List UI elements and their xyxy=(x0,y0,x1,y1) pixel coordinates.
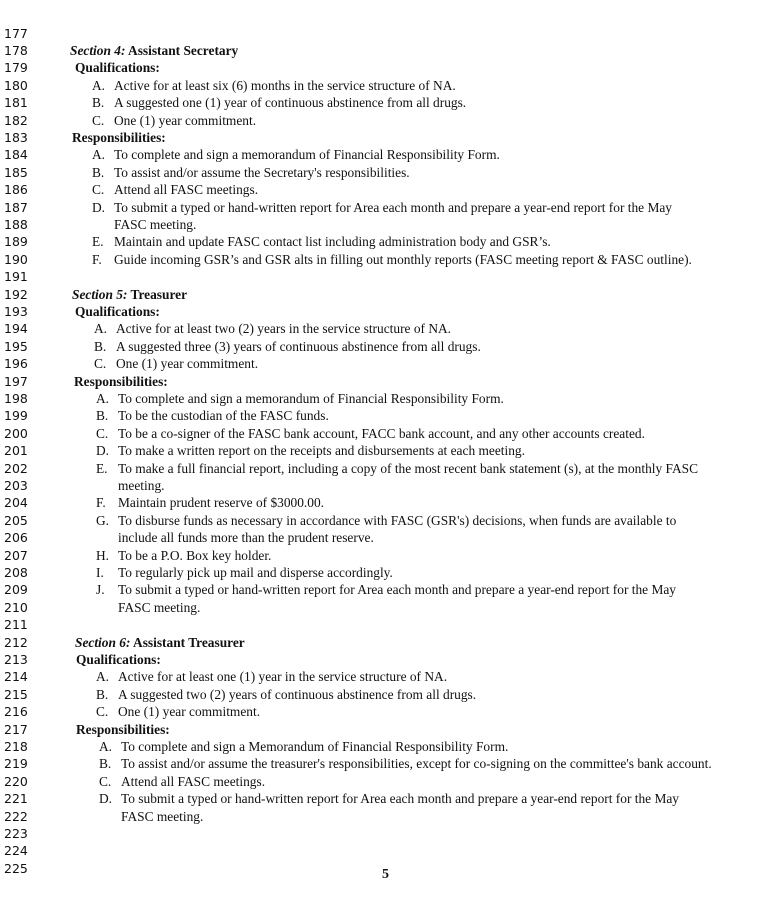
line-number: 221 xyxy=(4,791,28,807)
line-number: 179 xyxy=(4,60,28,76)
list-item xyxy=(99,790,679,808)
line-number: 205 xyxy=(4,512,28,528)
line-number: 224 xyxy=(4,843,28,859)
document-line xyxy=(0,373,760,391)
line-number: 202 xyxy=(4,460,28,476)
document-line xyxy=(0,825,760,843)
list-marker: A. xyxy=(96,390,110,406)
section-heading xyxy=(72,286,187,304)
subsection-heading: Qualifications: xyxy=(75,303,160,319)
list-item xyxy=(94,320,451,338)
list-marker: I. xyxy=(96,564,104,580)
document-line xyxy=(0,477,760,495)
line-number: 215 xyxy=(4,686,28,702)
line-number: 187 xyxy=(4,199,28,215)
list-marker: B. xyxy=(94,338,107,354)
subsection-heading: Qualifications: xyxy=(76,651,161,667)
list-marker: A. xyxy=(92,147,106,163)
document-line xyxy=(0,251,760,269)
list-marker: A. xyxy=(96,669,110,685)
list-item-text: To submit a typed or hand-written report for Area each month and prepare a year-end report for the May xyxy=(121,791,680,807)
list-item xyxy=(94,338,481,356)
page-number: 5 xyxy=(382,867,389,882)
document-line xyxy=(0,721,760,739)
list-item xyxy=(92,199,672,217)
line-number: 191 xyxy=(4,269,28,285)
line-number: 225 xyxy=(4,860,28,876)
document-line xyxy=(0,564,760,582)
line-number: 204 xyxy=(4,495,28,511)
document-line xyxy=(0,390,760,408)
line-number: 181 xyxy=(4,95,28,111)
document-line xyxy=(0,199,760,217)
line-number: 188 xyxy=(4,216,28,232)
section-heading xyxy=(75,634,245,652)
document-line xyxy=(0,703,760,721)
subsection-heading: Responsibilities: xyxy=(72,129,166,145)
line-number: 217 xyxy=(4,721,28,737)
list-item-text: To complete and sign a memorandum of Financial Responsibility Form. xyxy=(118,390,504,406)
list-item xyxy=(96,390,504,408)
list-item-text: A suggested three (3) years of continuous abstinence from all drugs. xyxy=(116,338,481,354)
line-number: 208 xyxy=(4,564,28,580)
list-item-text: Active for at least one (1) year in the service structure of NA. xyxy=(118,669,448,685)
line-number: 186 xyxy=(4,182,28,198)
document-line xyxy=(0,77,760,95)
line-number: 190 xyxy=(4,251,28,267)
list-item-text: Guide incoming GSR’s and GSR alts in filling out monthly reports (FASC meeting report & FASC outline). xyxy=(114,251,692,267)
document-line xyxy=(0,425,760,443)
section-title: Assistant Secretary xyxy=(128,42,239,58)
line-number: 180 xyxy=(4,77,28,93)
list-item-text: To submit a typed or hand-written report for Area each month and prepare a year-end report for the May xyxy=(114,199,673,215)
list-item xyxy=(92,146,500,164)
list-item xyxy=(92,77,456,95)
section-title: Assistant Treasurer xyxy=(133,634,245,650)
list-item-text: A suggested one (1) year of continuous abstinence from all drugs. xyxy=(114,95,467,111)
list-marker: A. xyxy=(99,738,113,754)
document-line xyxy=(0,286,760,304)
list-item-continuation: FASC meeting. xyxy=(118,599,201,615)
subsection-heading: Responsibilities: xyxy=(76,721,170,737)
document-line xyxy=(0,320,760,338)
document-line xyxy=(0,303,760,321)
document-line xyxy=(0,599,760,617)
document-line xyxy=(0,164,760,182)
document-line xyxy=(0,773,760,791)
document-line xyxy=(0,755,760,773)
list-item xyxy=(96,686,476,704)
subsection-heading: Qualifications: xyxy=(75,60,160,76)
list-item xyxy=(92,233,551,251)
list-item-text: Active for at least two (2) years in the service structure of NA. xyxy=(116,321,452,337)
document-line xyxy=(0,146,760,164)
line-number: 216 xyxy=(4,704,28,720)
list-item xyxy=(96,703,260,721)
list-item-text: To assist and/or assume the treasurer's responsibilities, except for co-signing on the committee's bank account. xyxy=(121,756,712,772)
line-number: 177 xyxy=(4,25,28,41)
document-line xyxy=(0,512,760,530)
list-item-continuation: FASC meeting. xyxy=(114,216,197,232)
list-item xyxy=(96,407,329,425)
line-number: 223 xyxy=(4,825,28,841)
document-line xyxy=(0,634,760,652)
line-number: 194 xyxy=(4,321,28,337)
list-item-text: To disburse funds as necessary in accordance with FASC (GSR's) decisions, when funds are available to xyxy=(118,512,677,528)
line-number: 212 xyxy=(4,634,28,650)
line-number: 184 xyxy=(4,147,28,163)
list-marker: D. xyxy=(99,791,113,807)
document-line xyxy=(0,42,760,60)
document-line xyxy=(0,338,760,356)
list-marker: C. xyxy=(92,182,105,198)
section-number: Section 4: xyxy=(70,42,126,58)
line-number: 189 xyxy=(4,234,28,250)
document-line xyxy=(0,790,760,808)
line-number: 206 xyxy=(4,530,28,546)
list-item xyxy=(99,773,265,791)
list-item-text: To regularly pick up mail and disperse accordingly. xyxy=(118,564,393,580)
list-item-text: To be a P.O. Box key holder. xyxy=(118,547,272,563)
line-number: 219 xyxy=(4,756,28,772)
document-line xyxy=(0,112,760,130)
document-line xyxy=(0,59,760,77)
list-item-text: Maintain prudent reserve of $3000.00. xyxy=(118,495,325,511)
line-number: 185 xyxy=(4,164,28,180)
line-number: 209 xyxy=(4,582,28,598)
list-marker: J. xyxy=(96,582,105,598)
document-line xyxy=(0,547,760,565)
list-marker: B. xyxy=(99,756,112,772)
list-marker: D. xyxy=(96,443,110,459)
section-number: Section 6: xyxy=(75,634,131,650)
list-item xyxy=(96,668,447,686)
line-number: 201 xyxy=(4,443,28,459)
list-item-text: To make a full financial report, including a copy of the most recent bank statement (s), at the monthly FASC xyxy=(118,460,699,476)
line-number: 203 xyxy=(4,477,28,493)
list-marker: B. xyxy=(92,95,105,111)
line-number: 213 xyxy=(4,651,28,667)
list-item xyxy=(92,251,692,269)
line-number: 196 xyxy=(4,356,28,372)
section-number: Section 5: xyxy=(72,286,128,302)
document-line xyxy=(0,25,760,43)
list-marker: D. xyxy=(92,199,106,215)
line-number: 214 xyxy=(4,669,28,685)
line-number: 192 xyxy=(4,286,28,302)
document-line xyxy=(0,651,760,669)
list-item xyxy=(94,355,258,373)
document-line xyxy=(0,686,760,704)
line-number: 197 xyxy=(4,373,28,389)
list-marker: C. xyxy=(99,773,112,789)
list-item xyxy=(96,460,698,478)
document-line xyxy=(0,860,760,878)
list-marker: F. xyxy=(96,495,106,511)
document-line xyxy=(0,616,760,634)
list-item-text: One (1) year commitment. xyxy=(114,112,257,128)
document-line xyxy=(0,581,760,599)
document-line xyxy=(0,268,760,286)
line-number: 182 xyxy=(4,112,28,128)
document-line xyxy=(0,355,760,373)
list-item xyxy=(92,94,466,112)
list-item-text: Attend all FASC meetings. xyxy=(114,182,259,198)
document-line xyxy=(0,94,760,112)
section-heading xyxy=(70,42,238,60)
list-marker: B. xyxy=(92,164,105,180)
document-line xyxy=(0,233,760,251)
list-item xyxy=(96,581,676,599)
line-number: 195 xyxy=(4,338,28,354)
list-item-text: Attend all FASC meetings. xyxy=(121,773,266,789)
list-item xyxy=(96,425,645,443)
line-number: 199 xyxy=(4,408,28,424)
document-line xyxy=(0,407,760,425)
list-item xyxy=(92,181,258,199)
line-number: 220 xyxy=(4,773,28,789)
line-number: 218 xyxy=(4,738,28,754)
list-item xyxy=(92,164,410,182)
list-marker: C. xyxy=(94,356,107,372)
list-item xyxy=(99,755,712,773)
document-line xyxy=(0,442,760,460)
list-item-continuation: meeting. xyxy=(118,477,165,493)
list-item xyxy=(96,512,676,530)
list-item xyxy=(96,564,393,582)
list-item-text: One (1) year commitment. xyxy=(118,704,261,720)
line-number: 207 xyxy=(4,547,28,563)
list-item xyxy=(92,112,256,130)
line-number: 183 xyxy=(4,129,28,145)
subsection-heading: Responsibilities: xyxy=(74,373,168,389)
line-number: 193 xyxy=(4,303,28,319)
document-line xyxy=(0,808,760,826)
list-item-text: To be a co-signer of the FASC bank account, FACC bank account, and any other accounts created. xyxy=(118,425,645,441)
document-line xyxy=(0,181,760,199)
list-item-text: To make a written report on the receipts and disbursements at each meeting. xyxy=(118,443,525,459)
list-item-text: One (1) year commitment. xyxy=(116,356,259,372)
list-item-text: To complete and sign a memorandum of Financial Responsibility Form. xyxy=(114,147,500,163)
list-marker: F. xyxy=(92,251,102,267)
list-marker: A. xyxy=(94,321,108,337)
list-item-continuation: include all funds more than the prudent reserve. xyxy=(118,530,374,546)
list-item xyxy=(99,738,508,756)
list-item-text: To submit a typed or hand-written report for Area each month and prepare a year-end report for the May xyxy=(118,582,677,598)
document-line xyxy=(0,460,760,478)
list-marker: G. xyxy=(96,512,110,528)
document-line xyxy=(0,129,760,147)
document-line xyxy=(0,529,760,547)
line-number: 200 xyxy=(4,425,28,441)
list-item xyxy=(96,494,324,512)
list-item-text: Active for at least six (6) months in the service structure of NA. xyxy=(114,77,456,93)
line-number: 211 xyxy=(4,617,28,633)
list-marker: B. xyxy=(96,686,109,702)
line-number: 222 xyxy=(4,808,28,824)
list-marker: B. xyxy=(96,408,109,424)
list-marker: E. xyxy=(96,460,108,476)
list-item-text: To be the custodian of the FASC funds. xyxy=(118,408,329,424)
list-item-continuation: FASC meeting. xyxy=(121,808,204,824)
list-item-text: Maintain and update FASC contact list including administration body and GSR’s. xyxy=(114,234,551,250)
line-number: 198 xyxy=(4,390,28,406)
line-number: 210 xyxy=(4,599,28,615)
list-marker: C. xyxy=(96,425,109,441)
document-line xyxy=(0,216,760,234)
list-marker: C. xyxy=(96,704,109,720)
list-item-text: To assist and/or assume the Secretary's responsibilities. xyxy=(114,164,410,180)
list-marker: C. xyxy=(92,112,105,128)
list-marker: H. xyxy=(96,547,110,563)
list-marker: A. xyxy=(92,77,106,93)
document-line xyxy=(0,842,760,860)
list-item-text: A suggested two (2) years of continuous abstinence from all drugs. xyxy=(118,686,477,702)
list-item xyxy=(96,547,271,565)
section-title: Treasurer xyxy=(130,286,188,302)
document-line xyxy=(0,494,760,512)
line-number: 178 xyxy=(4,42,28,58)
document-line xyxy=(0,738,760,756)
list-item xyxy=(96,442,525,460)
list-marker: E. xyxy=(92,234,104,250)
document-line xyxy=(0,668,760,686)
list-item-text: To complete and sign a Memorandum of Financial Responsibility Form. xyxy=(121,738,509,754)
